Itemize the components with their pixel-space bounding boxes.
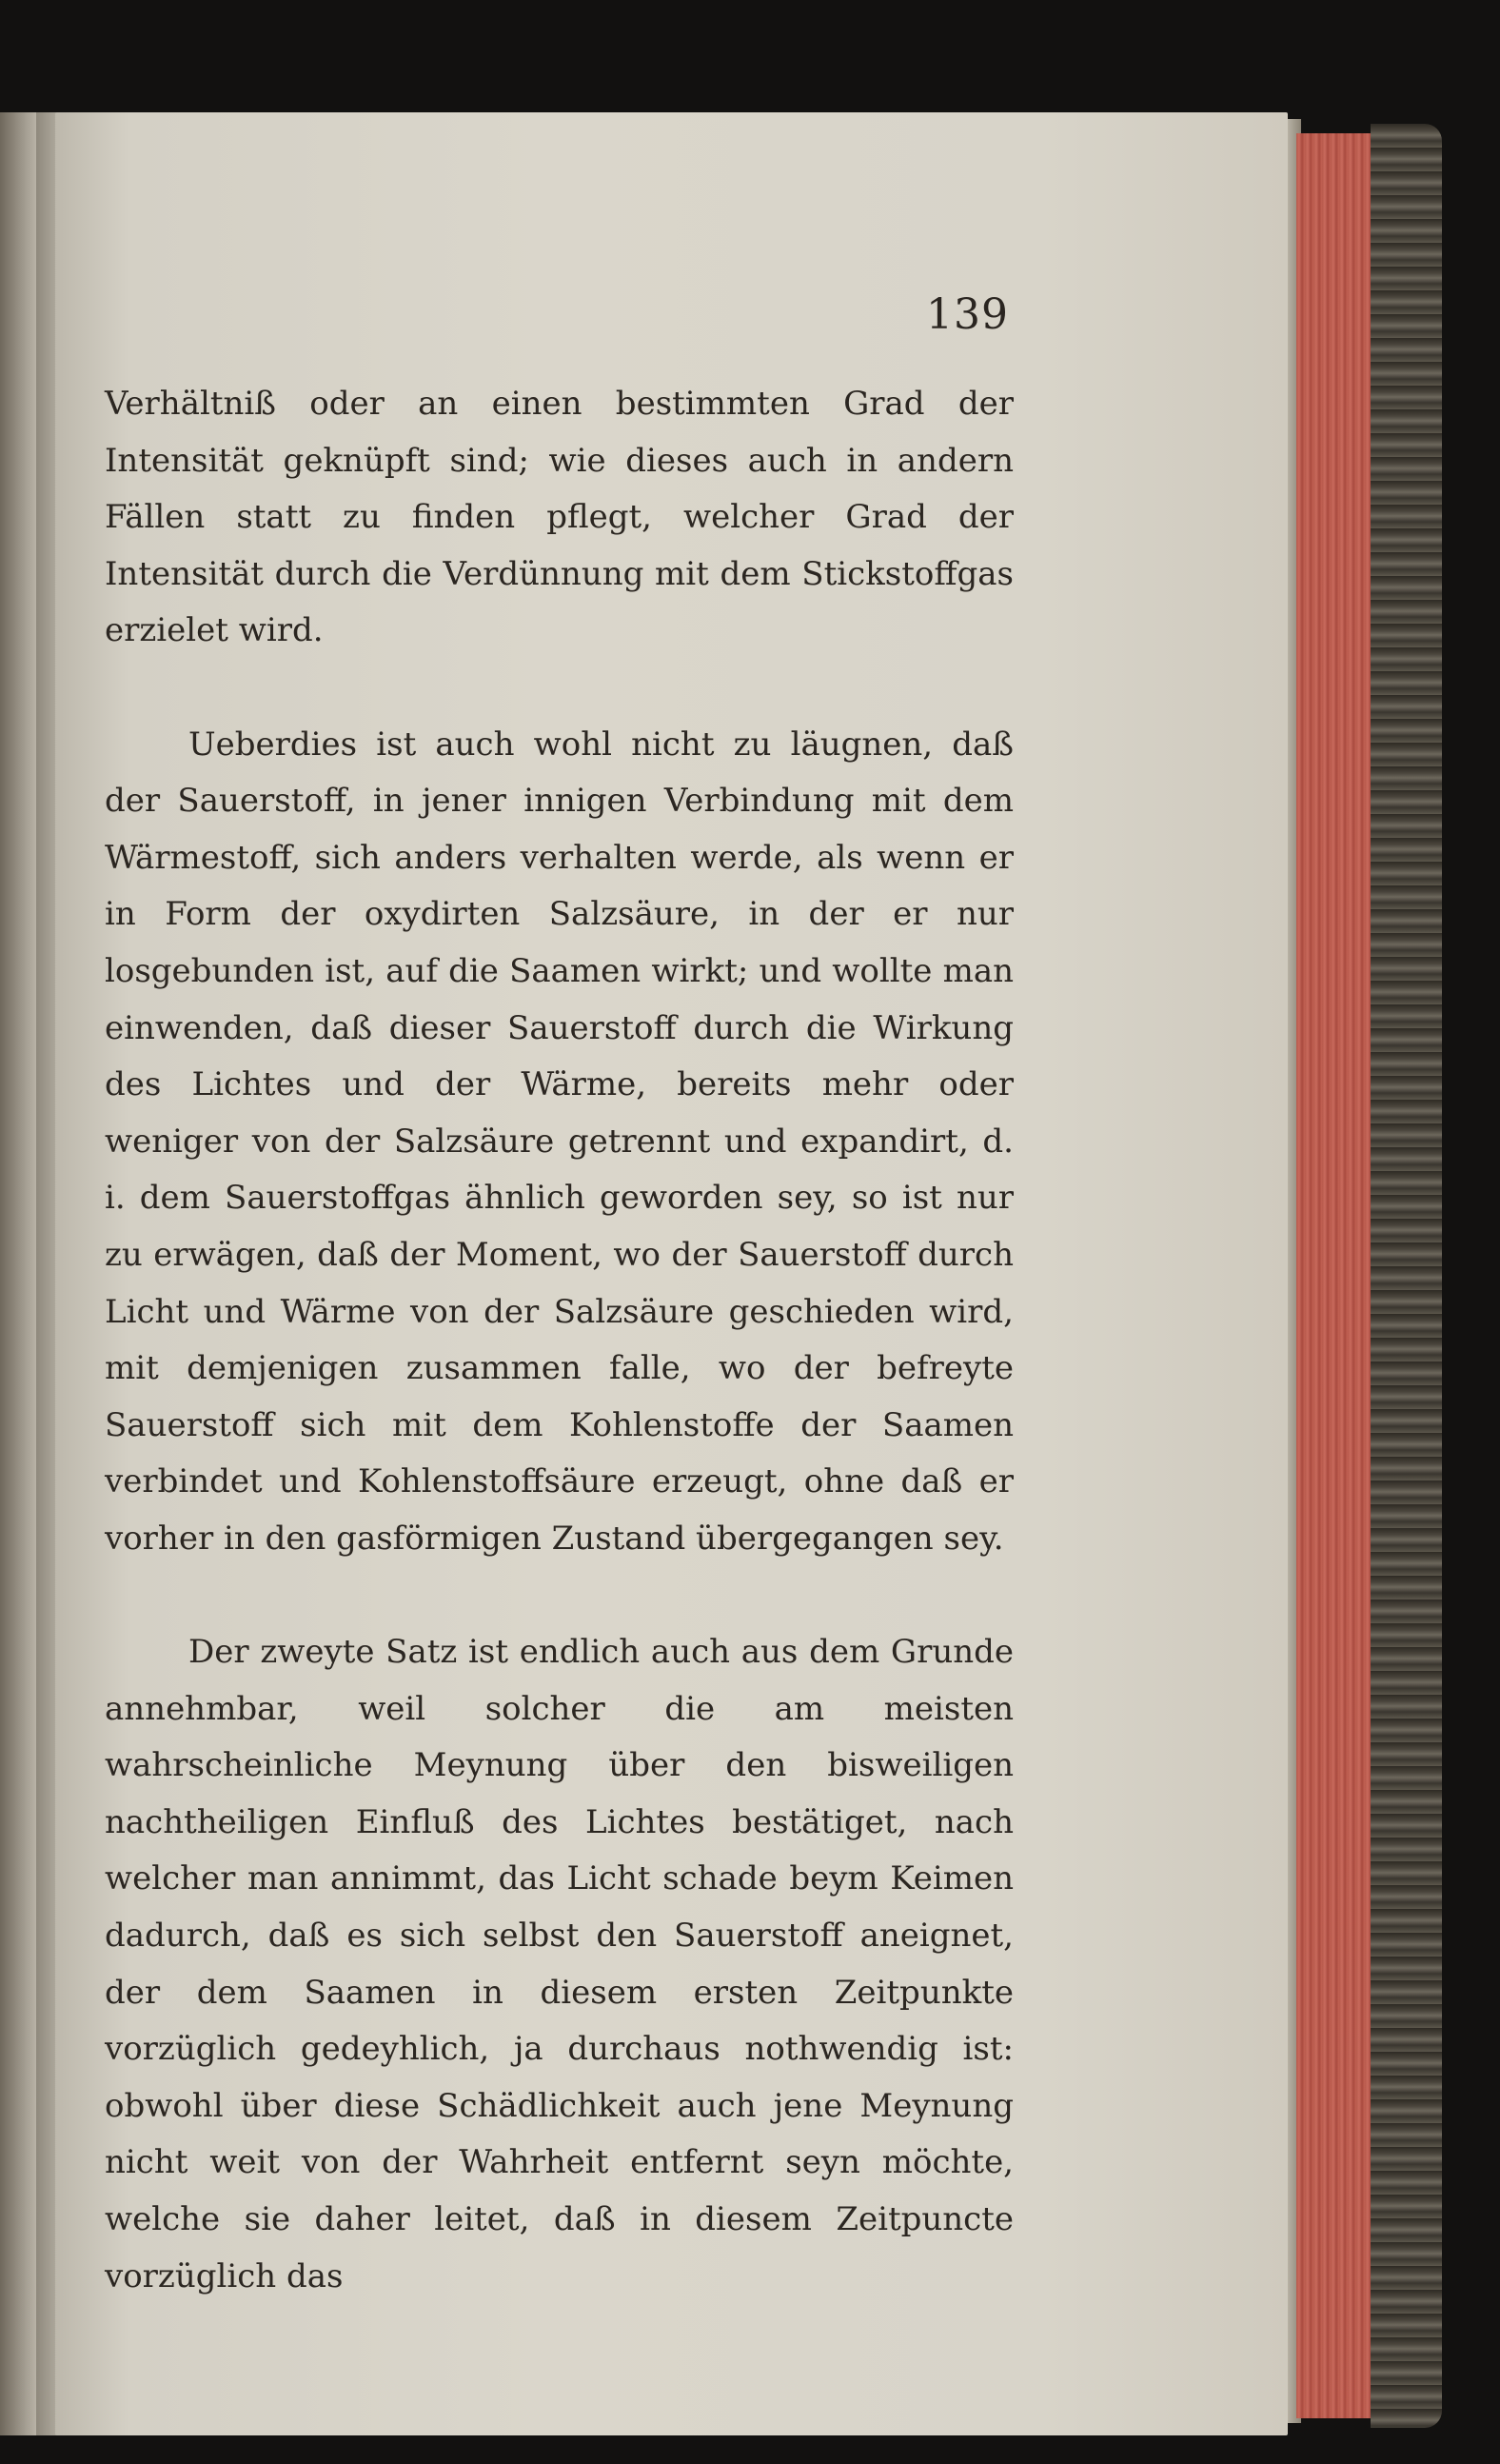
page-body [105, 376, 1014, 2305]
paragraph-2: Ueberdies ist auch wohl nicht zu läugnen, daß der Sauerstoff, in jener innigen Verbindung mit dem Wärmestoff, sich anders verhalten werde, als wenn er in Form der oxydirten Salzsäure, in der er nur losgebunden ist, auf die Saamen wirkt; und wollte man einwenden, daß dieser Sauerstoff durch die Wirkung des Lichtes und der Wärme, bereits mehr oder weniger von der Salzsäure getrennt und expandirt, d. i. dem Sauerstoffgas ähnlich geworden sey, so ist nur zu erwägen, daß der Moment, wo der Sauerstoff durch Licht und Wärme von der Salzsäure geschieden wird, mit demjenigen zusammen falle, wo der befreyte Sauerstoff sich mit dem Kohlenstoffe der Saamen verbindet und Kohlenstoffsäure erzeugt, ohne daß er vorher in den gasförmigen Zustand übergegangen sey. [105, 725, 1014, 1558]
book-cover-edge [1371, 124, 1442, 2428]
paragraph-1: Verhältniß oder an einen bestimmten Grad der Intensität geknüpft sind; wie dieses auch in andern Fällen statt zu finden pflegt, welcher Grad der Intensität durch die Verdünnung mit dem Stickstoffgas erzielet wird. [105, 385, 1014, 650]
page-number: 139 [926, 290, 1009, 339]
facing-page-edge [0, 112, 36, 2435]
paragraph-3: Der zweyte Satz ist endlich auch aus dem Grunde annehmbar, weil solcher die am meisten wahrscheinliche Meynung über den bisweiligen nachtheiligen Einfluß des Lichtes bestätiget, nach welcher man annimmt, das Licht schade beym Keimen dadurch, daß es sich selbst den Sauerstoff aneignet, der dem Saamen in diesem ersten Zeitpunkte vorzüglich gedeyhlich, ja durchaus nothwendig ist: obwohl über diese Schädlichkeit auch jene Meynung nicht weit von der Wahrheit entfernt seyn möchte, welche sie daher leitet, daß in diesem Zeitpuncte vorzüglich das [105, 1633, 1014, 2295]
red-page-edges [1296, 133, 1382, 2418]
